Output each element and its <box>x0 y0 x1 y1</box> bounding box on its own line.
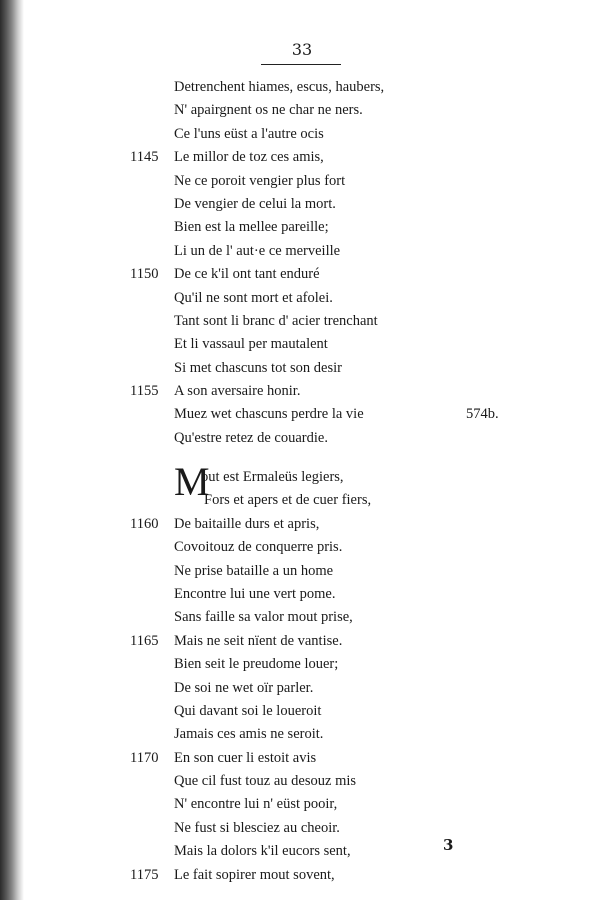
verse-text: Jamais ces amis ne seroit. <box>174 726 324 743</box>
verse-text: A son aversaire honir. <box>174 383 301 400</box>
verse-text: Li un de l' aut·e ce merveille <box>174 242 341 259</box>
verse-text: Que cil fust touz au desouz mis <box>174 773 357 790</box>
verse-text: Sans faille sa valor mout prise, <box>174 609 353 626</box>
verse-text: Et li vassaul per mautalent <box>174 336 328 353</box>
line-number: 1170 <box>130 749 159 766</box>
verse-text: Si met chascuns tot son desir <box>174 359 342 376</box>
line-number: 1155 <box>130 383 159 400</box>
verse-text: Muez wet chascuns perdre la vie <box>174 406 364 423</box>
verse-text: Fors et apers et de cuer fiers, <box>204 492 372 509</box>
verse-text: N' apairgnent os ne char ne ners. <box>174 102 363 119</box>
verse-text: De soi ne wet oïr parler. <box>174 679 314 696</box>
verse-text: Qu'il ne sont mort et afolei. <box>174 289 333 306</box>
signature-mark: 3 <box>443 836 454 854</box>
verse-text: Mais ne seit nïent de vantise. <box>174 632 343 649</box>
verse-text: En son cuer li estoit avis <box>174 749 317 766</box>
line-number: 1145 <box>130 149 159 166</box>
line-number: 1175 <box>130 866 159 883</box>
verse-text: Bien seit le preudome louer; <box>174 656 339 673</box>
verse-text: N' encontre lui n' eüst pooir, <box>174 796 338 813</box>
drop-cap-initial: M <box>174 459 210 504</box>
verse-text: Ne fust si blesciez au cheoir. <box>174 819 340 836</box>
verse-text: De vengier de celui la mort. <box>174 195 336 212</box>
verse-text: Le fait sopirer mout sovent, <box>174 866 335 883</box>
verse-text: Tant sont li branc d' acier trenchant <box>174 312 378 329</box>
page-number: 33 <box>291 40 313 59</box>
verse-text: Qui davant soi le loueroit <box>174 702 322 719</box>
header-rule <box>261 64 341 65</box>
verse-text: Ne prise bataille a un home <box>174 562 334 579</box>
line-number: 1160 <box>130 515 159 532</box>
verse-text: Qu'estre retez de couardie. <box>174 429 328 446</box>
verse-text: Detrenchent hiames, escus, haubers, <box>174 79 385 95</box>
verse-text: Ce l'uns eüst a l'autre ocis <box>174 125 324 142</box>
margin-reference: 574b. <box>466 406 499 423</box>
verse-text: out est Ermaleüs legiers, <box>201 469 344 485</box>
verse-text: Ne ce poroit vengier plus fort <box>174 172 346 189</box>
line-number: 1150 <box>130 266 159 283</box>
verse-text: Le millor de toz ces amis, <box>174 149 324 166</box>
line-number: 1165 <box>130 632 159 649</box>
book-binding-edge <box>0 0 24 900</box>
verse-text: Mais la dolors k'il eucors sent, <box>174 843 351 860</box>
verse-text: Bien est la mellee pareille; <box>174 219 329 236</box>
verse-text: Covoitouz de conquerre pris. <box>174 539 343 556</box>
verse-text: De ce k'il ont tant enduré <box>174 266 320 283</box>
verse-text: De baitaille durs et apris, <box>174 515 320 532</box>
verse-text: Encontre lui une vert pome. <box>174 585 336 602</box>
